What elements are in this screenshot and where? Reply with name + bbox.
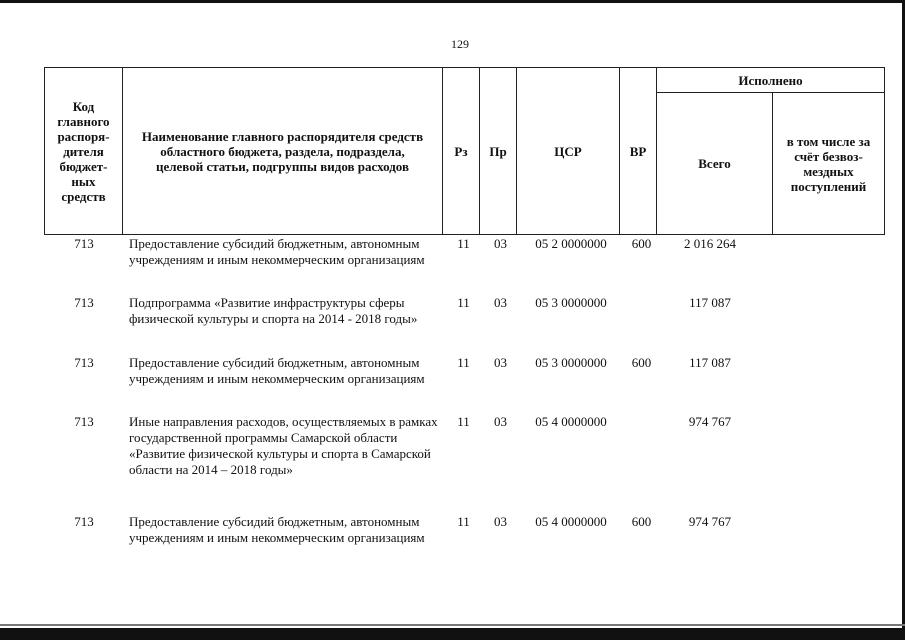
row-name: Предоставление субсидий бюджетным, автономным учреждениям и иным некоммерческим организациям — [129, 514, 425, 545]
header-vr: ВР — [620, 68, 657, 235]
header-pr: Пр — [480, 68, 517, 235]
table-header — [44, 67, 885, 235]
row-pr: 03 — [494, 414, 507, 429]
row-code: 713 — [74, 414, 94, 429]
row-name: Иные направления расходов, осуществляемых в рамках государственной программы Самарской области «Развитие физической культуры и спорта в Самарской области на 2014 – 2018 годы» — [129, 414, 438, 477]
row-vr: 600 — [631, 514, 652, 529]
row-pr: 03 — [494, 514, 507, 529]
row-csr: 05 3 0000000 — [535, 295, 607, 310]
row-rz: 11 — [457, 414, 470, 429]
row-vsego: 974 767 — [688, 514, 732, 529]
row-pr: 03 — [494, 295, 507, 310]
scan-edge-bottom-shadow — [0, 624, 905, 626]
row-rz: 11 — [457, 355, 470, 370]
row-pr: 03 — [494, 355, 507, 370]
row-csr: 05 4 0000000 — [535, 414, 607, 429]
header-ispolneno: Исполнено — [657, 68, 885, 93]
row-name: Подпрограмма «Развитие инфраструктуры сферы физической культуры и спорта на 2014 - 2018 годы» — [129, 295, 418, 326]
row-pr: 03 — [494, 236, 507, 251]
row-csr: 05 4 0000000 — [535, 514, 607, 529]
row-vsego: 2 016 264 — [684, 236, 736, 251]
row-csr: 05 2 0000000 — [535, 236, 607, 251]
row-code: 713 — [74, 355, 94, 370]
row-code: 713 — [74, 295, 94, 310]
scan-edge-bottom — [0, 628, 905, 640]
row-vsego: 974 767 — [688, 414, 732, 429]
row-vsego: 117 087 — [689, 295, 731, 310]
row-code: 713 — [74, 514, 94, 529]
header-code: Код главного распоря-дителя бюджет-ных средств — [45, 68, 123, 235]
row-rz: 11 — [457, 236, 470, 251]
header-rz: Рз — [443, 68, 480, 235]
row-name: Предоставление субсидий бюджетным, автономным учреждениям и иным некоммерческим организациям — [129, 355, 425, 386]
row-vsego: 117 087 — [689, 355, 731, 370]
row-name: Предоставление субсидий бюджетным, автономным учреждениям и иным некоммерческим организациям — [129, 236, 425, 267]
row-vr: 600 — [631, 236, 652, 251]
scan-edge-top — [0, 0, 905, 3]
header-vsego: Всего — [657, 93, 773, 235]
row-rz: 11 — [457, 514, 470, 529]
row-vr: 600 — [631, 355, 652, 370]
header-incl: в том числе за счёт безвоз-мездных поступлений — [773, 93, 885, 235]
header-csr: ЦСР — [517, 68, 620, 235]
row-code: 713 — [74, 236, 94, 251]
header-name: Наименование главного распорядителя средств областного бюджета, раздела, подраздела, целевой статьи, подгруппы видов расходов — [123, 68, 443, 235]
row-csr: 05 3 0000000 — [535, 355, 607, 370]
page-number: 129 — [451, 37, 469, 51]
row-rz: 11 — [457, 295, 470, 310]
